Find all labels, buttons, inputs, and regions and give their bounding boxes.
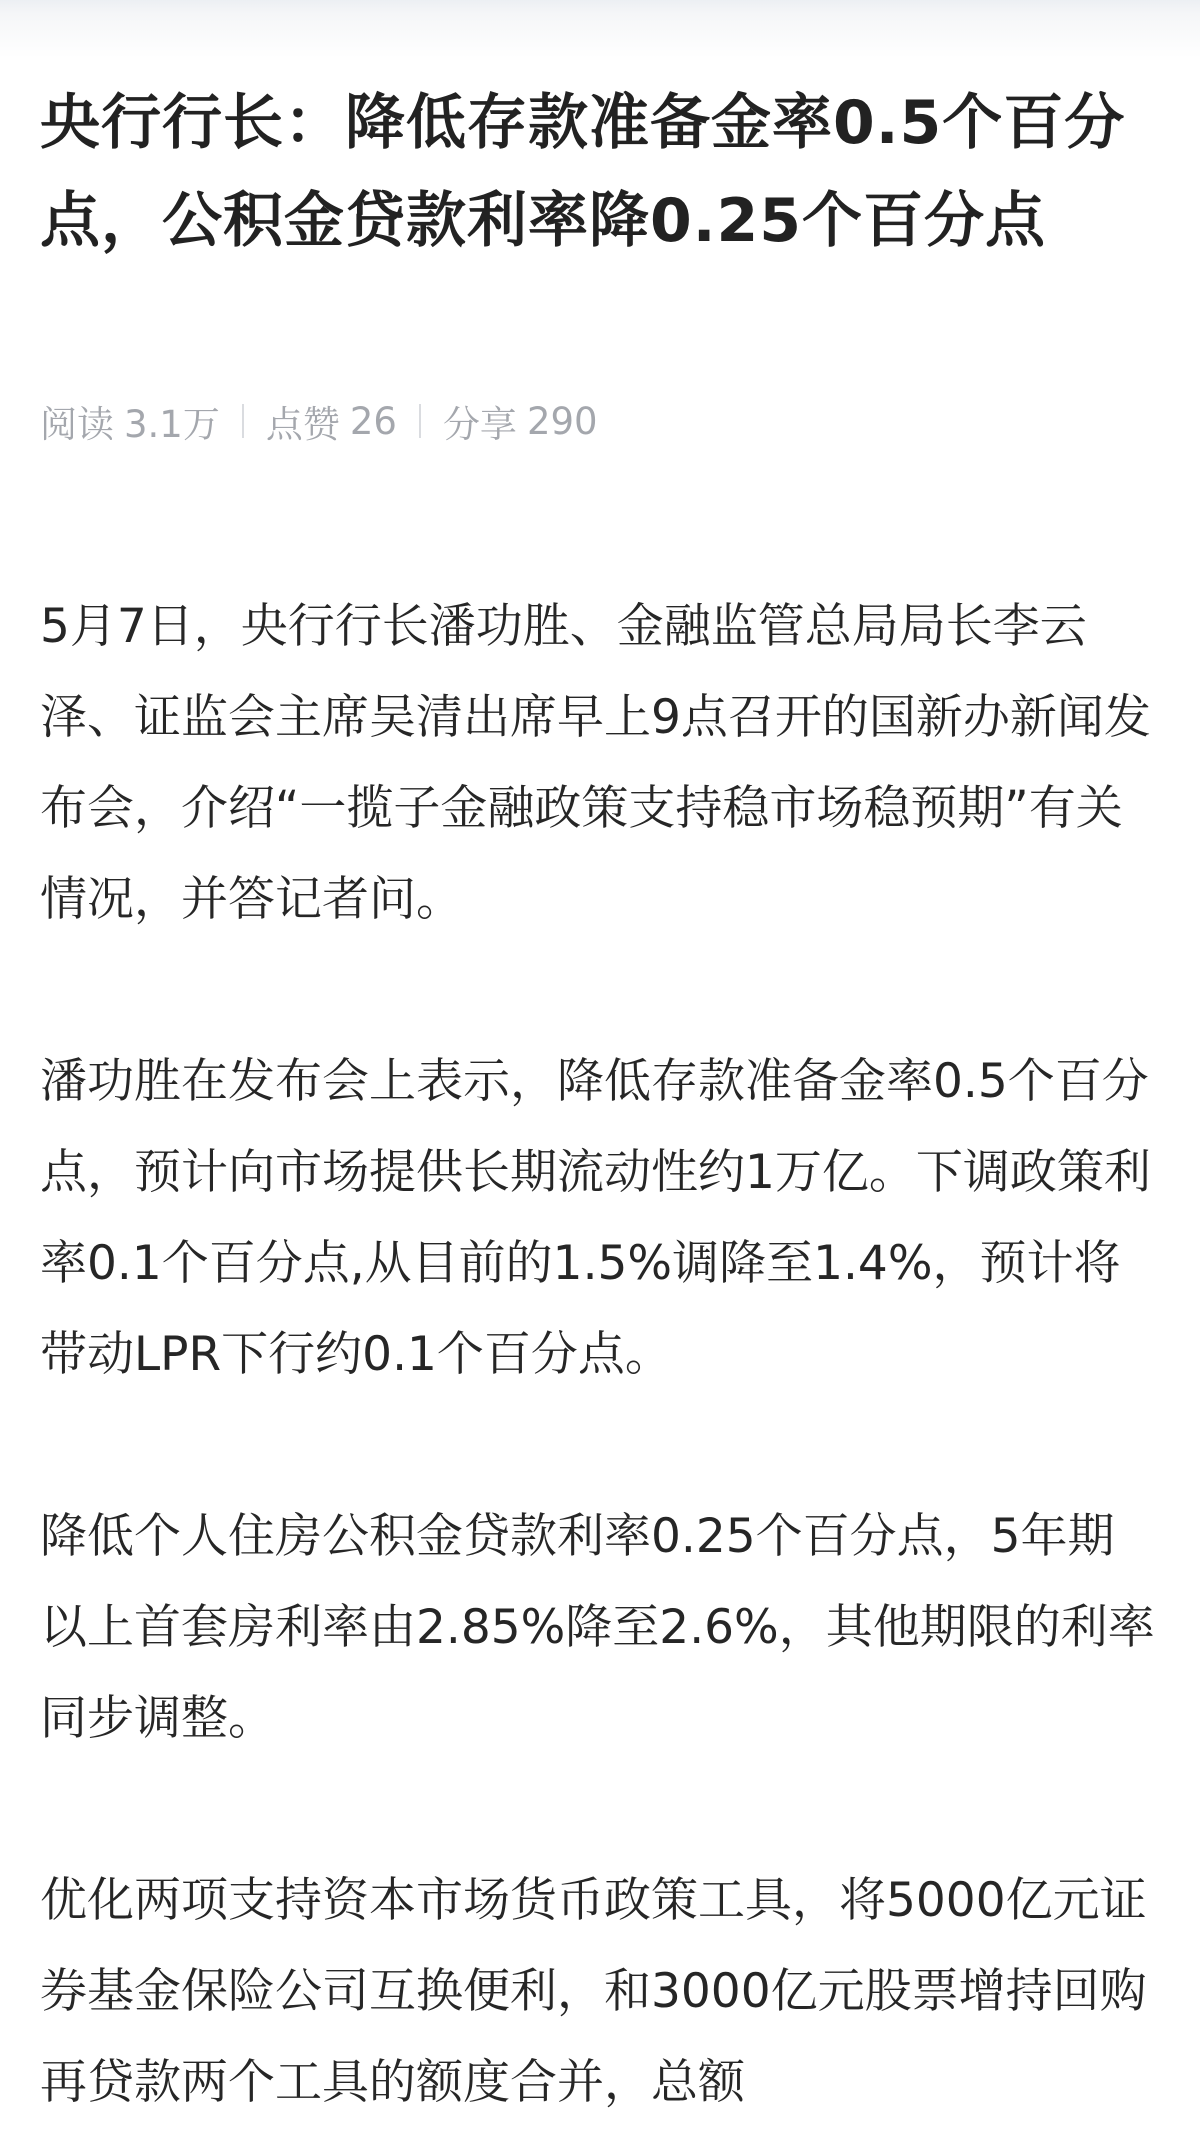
article-paragraph: 潘功胜在发布会上表示，降低存款准备金率0.5个百分点，预计向市场提供长期流动性约1万亿。下调政策利率0.1个百分点,从目前的1.5%调降至1.4%，预计将带动LPR下行约0.1个百分点。: [40, 1054, 1151, 1382]
share-count: [443, 394, 598, 448]
share-count-label: 分享: [442, 403, 517, 446]
article-stats: [40, 396, 598, 446]
article-paragraph: 优化两项支持资本市场货币政策工具，将5000亿元证券基金保险公司互换便利，和3000亿元股票增持回购再贷款两个工具的额度合并，总额: [40, 1873, 1147, 2110]
like-count-label: 点赞: [265, 403, 340, 446]
article-title: 央行行长：降低存款准备金率0.5个百分点，公积金贷款利率降0.25个百分点: [40, 88, 1126, 256]
article: [40, 74, 1160, 2110]
stats-divider: [419, 404, 421, 438]
share-count-value: 290: [526, 399, 598, 443]
read-count-label: 阅读: [40, 403, 114, 446]
like-count: [266, 394, 397, 448]
article-body: [40, 581, 1160, 2143]
read-count-value: 3.1万: [124, 403, 220, 446]
read-count: [40, 394, 220, 448]
stats-divider: [242, 404, 244, 438]
article-paragraph: 5月7日，央行行长潘功胜、金融监管总局局长李云泽、证监会主席吴清出席早上9点召开的国新办新闻发布会，介绍“一揽子金融政策支持稳市场稳预期”有关情况，并答记者问。: [40, 599, 1151, 927]
like-count-value: 26: [349, 399, 397, 443]
top-shadow-bar: [0, 0, 1200, 58]
article-paragraph: 降低个人住房公积金贷款利率0.25个百分点，5年期以上首套房利率由2.85%降至2.6%，其他期限的利率同步调整。: [40, 1509, 1155, 1746]
